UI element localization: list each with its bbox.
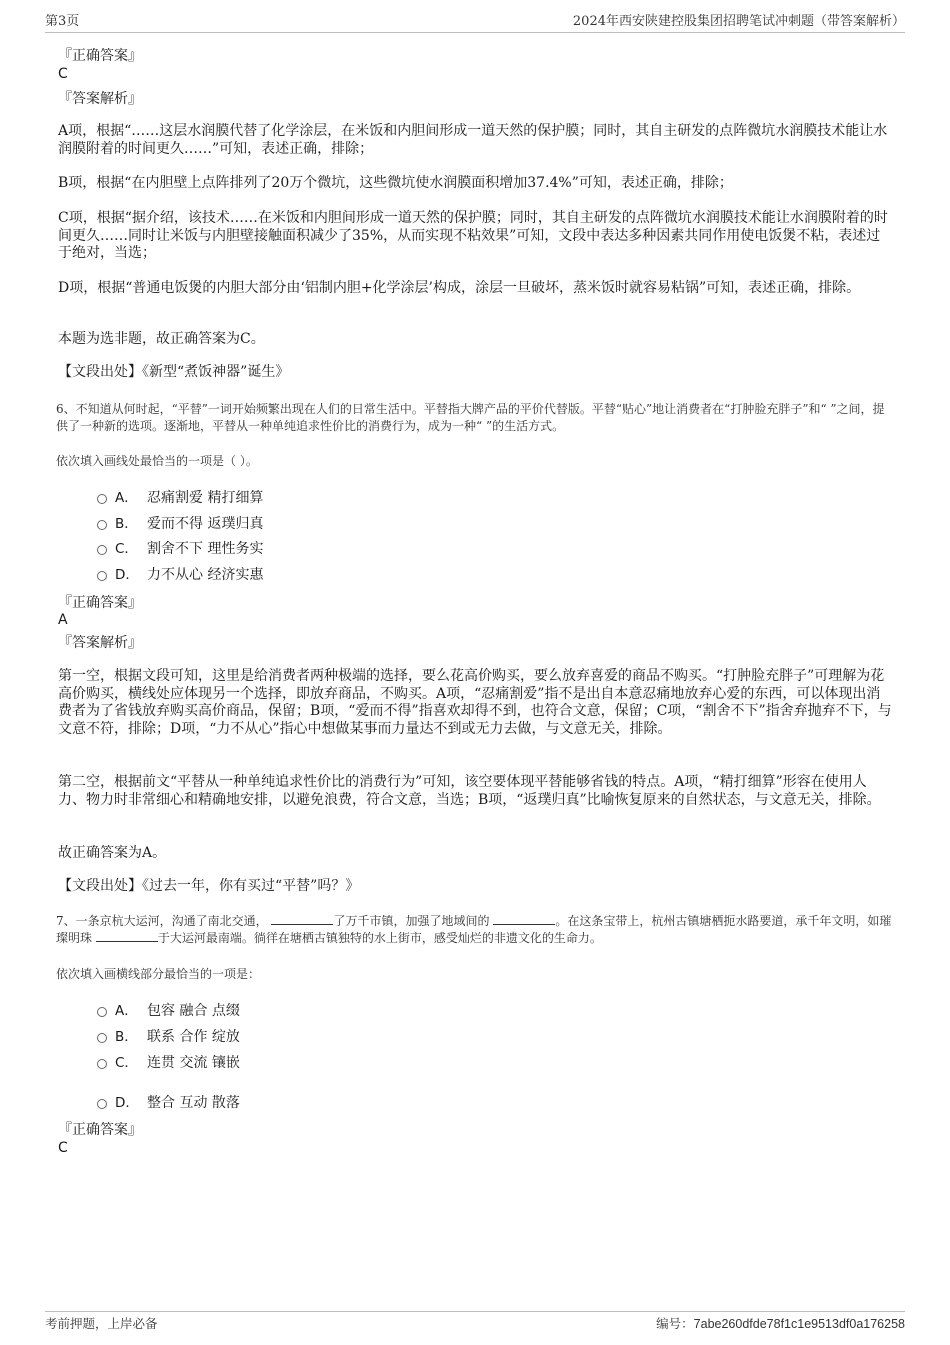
- q7-option-b[interactable]: B． 联系 合作 绽放: [97, 1028, 240, 1046]
- q6-option-b[interactable]: B． 爱而不得 返璞归真: [97, 515, 263, 533]
- radio-icon[interactable]: [97, 494, 107, 504]
- radio-icon[interactable]: [97, 1007, 107, 1017]
- q5-analysis-d: D项，根据“普通电饭煲的内胆大部分由‘铝制内胆+化学涂层’构成，涂层一旦破坏，蒸米饭时就容易粘锅”可知，表述正确，排除。: [58, 280, 861, 296]
- q7-option-c[interactable]: C． 连贯 交流 镶嵌: [97, 1054, 240, 1072]
- q6-option-d[interactable]: D． 力不从心 经济实惠: [97, 566, 263, 584]
- q7-answer: C: [58, 1140, 68, 1156]
- q5-source: 【文段出处】《新型“煮饭神器”诞生》: [58, 364, 290, 380]
- q7-option-d[interactable]: D． 整合 互动 散落: [97, 1094, 240, 1112]
- q7-answer-label: 『正确答案』: [58, 1122, 142, 1138]
- q5-analysis-c: C项，根据“据介绍，该技术……在米饭和内胆间形成一道天然的保护膜；同时，其自主研发的点阵微坑水润膜技术能让水润膜附着的时间更久……同时让米饭与内胆壁接触面积减少了35%，从而实现不粘效果”可知，文段中表达多种因素共同作用使电饭煲不粘，表述过于绝对，当选；: [58, 210, 888, 261]
- q6-source: 【文段出处】《过去一年，你有买过“平替”吗？》: [58, 878, 360, 894]
- blank-line-3: [96, 930, 158, 942]
- q5-answer: C: [58, 66, 68, 82]
- q6-conclusion: 故正确答案为A。: [58, 845, 167, 861]
- q6-prompt: 依次填入画线处最恰当的一项是（ ）。: [56, 454, 258, 468]
- q6-analysis-label: 『答案解析』: [58, 635, 142, 651]
- blank-line-2: [493, 913, 555, 925]
- q5-answer-label: 『正确答案』: [58, 48, 142, 64]
- q6-option-c[interactable]: C． 割舍不下 理性务实: [97, 540, 263, 558]
- page-number: 第3页: [45, 14, 80, 29]
- q7-option-a[interactable]: A． 包容 融合 点缀: [97, 1002, 240, 1020]
- radio-icon[interactable]: [97, 545, 107, 555]
- q5-analysis-a: A项，根据“……这层水润膜代替了化学涂层，在米饭和内胆间形成一道天然的保护膜；同时，其自主研发的点阵微坑水润膜技术能让水润膜附着的时间更久……”可知，表述正确，排除；: [58, 123, 888, 157]
- q5-analysis-label: 『答案解析』: [58, 91, 142, 107]
- radio-icon[interactable]: [97, 520, 107, 530]
- q6-option-a[interactable]: A． 忍痛割爱 精打细算: [97, 489, 263, 507]
- radio-icon[interactable]: [97, 1059, 107, 1069]
- page-footer: [45, 1311, 905, 1332]
- q7-prompt: 依次填入画横线部分最恰当的一项是：: [56, 967, 261, 981]
- q5-conclusion: 本题为选非题，故正确答案为C。: [58, 331, 265, 347]
- footer-slogan: 考前押题，上岸必备: [45, 1316, 158, 1331]
- radio-icon[interactable]: [97, 1033, 107, 1043]
- radio-icon[interactable]: [97, 1099, 107, 1109]
- q6-answer-label: 『正确答案』: [58, 595, 142, 611]
- q6-analysis-second: 第二空，根据前文“平替从一种单纯追求性价比的消费行为”可知，该空要体现平替能够省钱的特点。A项，“精打细算”形容在使用人力、物力时非常细心和精确地安排，以避免浪费，符合文意，当选；B项，“返璞归真”比喻恢复原来的自然状态，与文意无关，排除。: [58, 774, 881, 808]
- radio-icon[interactable]: [97, 571, 107, 581]
- document-title: 2024年西安陕建控股集团招聘笔试冲刺题（带答案解析）: [572, 14, 905, 29]
- page-header: [45, 10, 905, 33]
- q6-stem: 6、不知道从何时起，“平替”一词开始频繁出现在人们的日常生活中。平替指大牌产品的平价代替版。平替“贴心”地让消费者在“打肿脸充胖子”和“ ”之间，提供了一种新的选项。逐渐地，平替从一种单纯追求性价比的消费行为，成为一种“ ”的生活方式。: [56, 402, 885, 433]
- q6-answer: A: [58, 612, 68, 628]
- q7-stem: 7、一条京杭大运河，沟通了南北交通， 了万千市镇，加强了地域间的 。在这条宝带上，杭州古镇塘栖扼水路要道，承千年文明，如璀璨明珠 于大运河最南端。徜徉在塘栖古镇独特的水上街市，感受灿烂的非遗文化的生命力。: [56, 914, 892, 945]
- blank-line-1: [271, 913, 333, 925]
- q5-analysis-b: B项，根据“在内胆壁上点阵排列了20万个微坑，这些微坑使水润膜面积增加37.4%”可知，表述正确，排除；: [58, 175, 733, 191]
- q6-analysis-first: 第一空，根据文段可知，这里是给消费者两种极端的选择，要么花高价购买，要么放弃喜爱的商品不购买。“打肿脸充胖子”可理解为花高价购买，横线处应体现另一个选择，即放弃商品，不购买。A项，“忍痛割爱”指不是出自本意忍痛地放弃心爱的东西，可以体现出消费者为了省钱放弃购买高价商品，保留；B项，“爱而不得”指喜欢却得不到，也符合文意，保留；C项，“割舍不下”指舍弃抛弃不下，与文意不符，排除；D项，“力不从心”指心中想做某事而力量达不到或无力去做，与文意无关，排除。: [58, 668, 892, 737]
- document-code: 编号：7abe260dfde78f1c1e9513df0a176258: [656, 1317, 905, 1331]
